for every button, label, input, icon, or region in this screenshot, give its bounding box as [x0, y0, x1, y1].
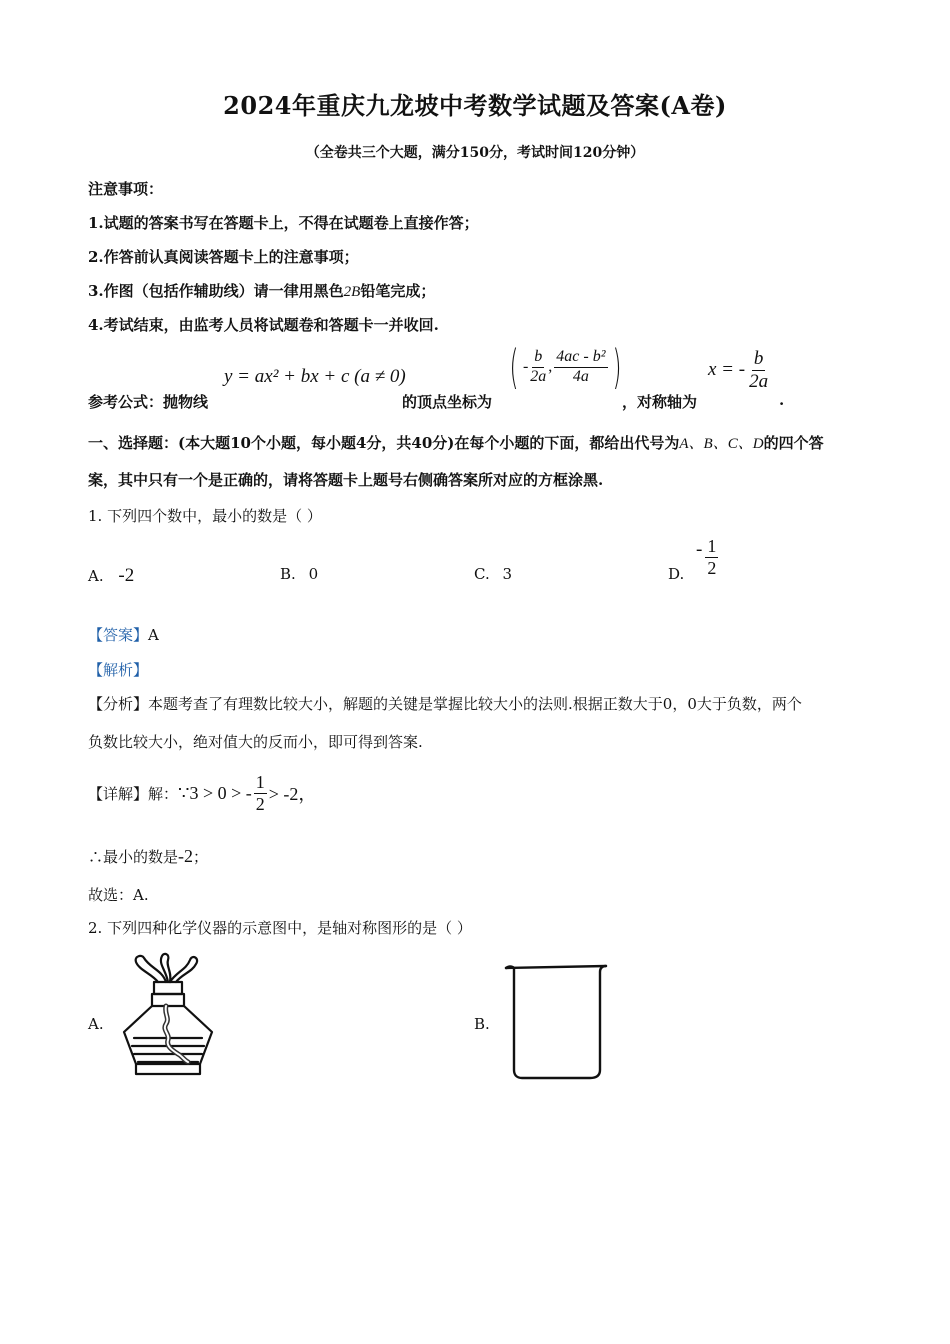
q1-analysis-line1: 【分析】本题考查了有理数比较大小，解题的关键是掌握比较大小的法则.根据正数大于0，0大于负数，两个: [88, 695, 802, 713]
q1-choose: 故选：A.: [88, 886, 149, 904]
q1-stem: 1. 下列四个数中，最小的数是（ ）: [88, 507, 322, 525]
section1-intro-line2: 案，其中只有一个是正确的，请将答题卡上题号右侧确答案所对应的方框涂黑.: [88, 471, 604, 489]
q1-conclusion: ∴最小的数是-2；: [88, 846, 209, 866]
q1-analysis-tag: 【解析】: [88, 661, 149, 679]
exam-info: （全卷共三个大题，满分150分，考试时间120分钟）: [305, 145, 645, 161]
q1-option-c: C. 3: [474, 565, 513, 583]
vertex-coordinates: ( - $\frac{b}{2a}$ , $\frac{\text{4ac - b²}}{4a}$ ): [509, 340, 621, 394]
beaker-figure: [502, 962, 612, 1082]
q1-option-d-label: D.: [668, 565, 685, 583]
q2-option-b-label: B.: [474, 1015, 490, 1033]
formula-vertex-label: 的顶点坐标为: [402, 393, 493, 411]
q1-detail: 【详解】解： ∵3 > 0 > - $\frac{1}{2}$ > -2，: [88, 772, 317, 814]
q2-option-a-label: A.: [88, 1015, 104, 1033]
pencil-grade: 2B: [343, 284, 361, 300]
formula-end: .: [779, 391, 785, 409]
axis-of-symmetry: x = - $\frac{b}{2a}$: [708, 348, 769, 392]
note-item-2: 2.作答前认真阅读答题卡上的注意事项；: [88, 248, 359, 266]
formula-axis-label: ，对称轴为: [622, 393, 698, 411]
q1-answer: 【答案】A: [88, 626, 159, 644]
note-item-3: 3.作图（包括作辅助线）请一律用黑色2B铅笔完成；: [88, 282, 436, 300]
formula-prefix: 参考公式：抛物线: [88, 393, 209, 411]
q2-stem: 2. 下列四种化学仪器的示意图中，是轴对称图形的是（ ）: [88, 919, 472, 937]
q1-option-a: A. -2: [88, 565, 135, 586]
vertex-x-fraction: $\frac{b}{2a}$: [530, 347, 547, 385]
vertex-y-fraction: $\frac{\text{4ac - b²}}{4a}$: [556, 347, 606, 385]
note-item-1: 1.试题的答案书写在答题卡上，不得在试题卷上直接作答；: [88, 214, 479, 232]
notes-heading: 注意事项：: [88, 180, 164, 198]
q1-option-d-value: - $\frac{1}{2}$: [696, 536, 717, 578]
q1-option-b: B. 0: [280, 565, 319, 583]
alcohol-lamp-figure: [112, 952, 222, 1082]
section1-intro-line1: 一、选择题：(本大题10个小题，每小题4分，共40分)在每个小题的下面，都给出代号为A、B、C、D的四个答: [88, 434, 824, 452]
note-item-4: 4.考试结束，由监考人员将试题卷和答题卡一并收回.: [88, 316, 439, 334]
page-title: 2024年重庆九龙坡中考数学试题及答案(A卷): [223, 91, 727, 120]
q1-analysis-line2: 负数比较大小，绝对值大的反而小，即可得到答案.: [88, 733, 423, 751]
parabola-equation: y = ax² + bx + c (a ≠ 0): [224, 366, 406, 387]
